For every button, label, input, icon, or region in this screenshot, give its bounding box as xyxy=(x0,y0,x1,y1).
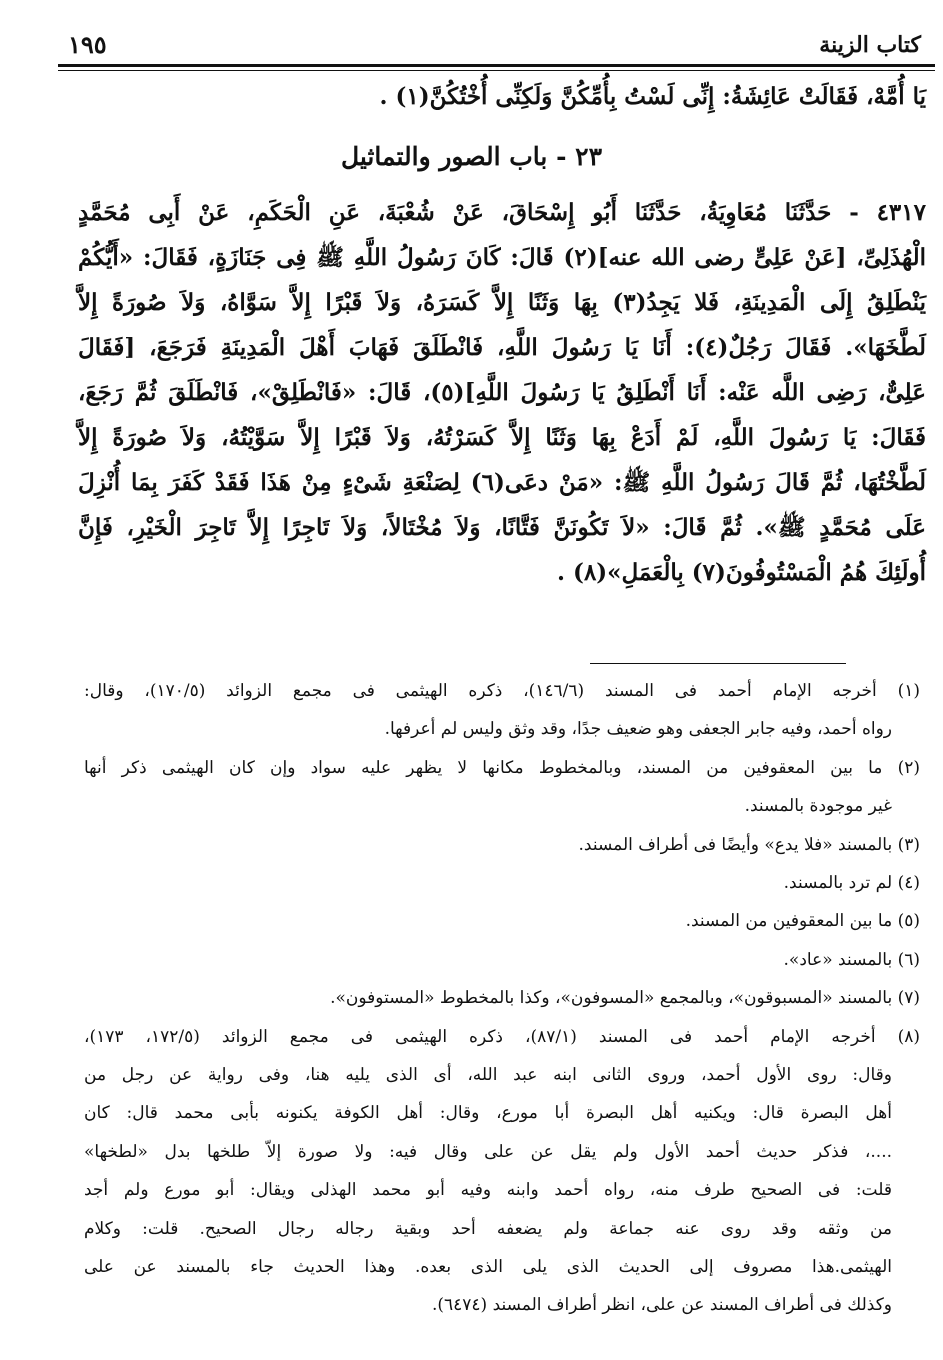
footnote-line: (٤) لم ترد بالمسند. xyxy=(783,873,920,893)
footnote-line: وقال: روى الأول أحمد، وروى الثانى ابنه عبد الله، أى الذى يليه هنا، وفى رواية عن رجل من xyxy=(84,1065,893,1085)
footnote-separator xyxy=(590,663,846,664)
chapter-heading: ٢٣ - باب الصور والتماثيل xyxy=(340,142,603,171)
footnote-line: (٣) بالمسند «فلا يدع» وأيضًا فى أطراف المسند. xyxy=(578,834,920,855)
hadith-line: عَلِىٌّ، رَضِى اللَّه عَنْه: أَنَا أَنْطَلِقُ يَا رَسُولَ اللَّهِ](٥)، قَالَ: «فَانْطَلِقْ»، فَانْطَلَقَ ثُمَّ رَجَعَ، xyxy=(78,379,926,406)
hadith-line: يَنْطَلِقُ إِلَى الْمَدِينَةِ، فَلا يَجِدُ(٣) بِهَا وَثَنًا إِلاَّ كَسَرَهُ، وَلاَ قَبْرًا إِلاَّ سَوَّاهُ، وَلاَ صُورَةً إِلاَّ xyxy=(78,289,926,316)
hadith-line: عَلَى مُحَمَّدٍ ﷺ». ثُمَّ قَالَ: «لاَ تَكُونَنَّ فَتَّانًا، وَلاَ مُخْتَالاً، وَلاَ تَاجِرًا إِلاَّ تَاجِرَ الْخَيْرِ، فَإِنَّ xyxy=(78,514,926,541)
footnote-line: (٢) ما بين المعقوفين من المسند، وبالمخطوط مكانها لا يظهر عليه سواد وإن كان الهيثمى ذكر أنها xyxy=(84,757,920,778)
footnote-line: (٦) بالمسند «عاد». xyxy=(783,949,920,970)
footnote-line: (٧) بالمسند «المسبوقون»، وبالمجمع «المسوفون»، وكذا بالمخطوط «المستوفون». xyxy=(330,988,920,1009)
footnote-line: الهيثمى.هذا مصروف إلى الحديث الذى يلى الذى بعده. وهذا الحديث جاء بالمسند عن على xyxy=(84,1257,892,1277)
footnote-line: أهل البصرة قال: ويكنيه أهل البصرة أبا مورع، وقال: أهل الكوفة يكنونه بأبى محمد قال: كان xyxy=(84,1103,892,1124)
hadith-line: لَطَّخْتُهَا، ثُمَّ قَالَ رَسُولُ اللَّهِ ﷺ: «مَنْ دعَى(٦) لِصَنْعَةِ شَىْءٍ مِنْ هَذَا فَقَدْ كَفَرَ بِمَا أُنْزِلَ xyxy=(78,469,926,496)
intro-line: يَا أُمَّهْ، فَقَالَتْ عَائِشَةُ: إِنِّى لَسْتُ بِأُمِّكُنَّ وَلَكِنِّى أُخْتُكُنَّ(١) . xyxy=(379,83,926,110)
hadith-line: فَقَالَ: يَا رَسُولَ اللَّهِ، لَمْ أَدَعْ بِهَا وَثَنًا إِلاَّ كَسَرْتُهُ، وَلاَ قَبْرًا إِلاَّ سَوَّيْتُهُ، وَلاَ صُورَةً إِلاَّ xyxy=(78,424,926,451)
footnote-line: ....، فذكر حديث أحمد الأول ولم يقل عن على وقال فيه: ولا صورة إلاّ طلخها بدل «لطخها» xyxy=(84,1141,892,1162)
footnote-line: (٨) أخرجه الإمام أحمد فى المسند (٨٧/١)، ذكره الهيثمى فى مجمع الزوائد (١٧٢/٥، ١٧٣)، xyxy=(84,1026,920,1047)
footnote-line: (١) أخرجه الإمام أحمد فى المسند (١٤٦/٦)، ذكره الهيثمى فى مجمع الزوائد (١٧٠/٥)، وقال: xyxy=(84,681,920,701)
header-rule-thick xyxy=(58,64,935,67)
header-rule-thin xyxy=(58,70,935,71)
footnote-line: وكذلك فى أطراف المسند عن على، انظر أطراف المسند (٦٤٧٤). xyxy=(431,1295,892,1316)
running-header-book-title: كتاب الزينة xyxy=(819,32,921,58)
footnote-line: من وثقه وقد روى عنه جماعة ولم يضعفه أحد وبقية رجاله رجال الصحيح. قلت: وكلام xyxy=(84,1218,892,1239)
hadith-line: لَطَّخَهَا». فَقَالَ رَجُلٌ(٤): أَنَا يَا رَسُولَ اللَّهِ، فَانْطَلَقَ فَهَابَ أَهْلَ الْمَدِينَةِ فَرَجَعَ، [فَقَالَ xyxy=(78,334,926,361)
footnote-line: (٥) ما بين المعقوفين من المسند. xyxy=(685,911,920,932)
footnote-line: قلت: فى الصحيح طرف منه، رواه أحمد وابنه وفيه أبو محمد الهذلى ويقال: أبو مورع ولم أجد xyxy=(84,1180,892,1201)
hadith-line: ٤٣١٧ - حَدَّثَنَا مُعَاوِيَةُ، حَدَّثَنَا أَبُو إِسْحَاقَ، عَنْ شُعْبَةَ، عَنِ الْحَكَمِ، عَنْ أَبِى مُحَمَّدٍ xyxy=(78,199,926,226)
hadith-line: الْهُذَلِىِّ، [عَنْ عَلِىٍّ رضى الله عنه](٢) قَالَ: كَانَ رَسُولُ اللَّهِ ﷺ فِى جَنَازَةٍ، فَقَالَ: «أَيُّكُمْ xyxy=(78,244,926,271)
footnote-line: غير موجودة بالمسند. xyxy=(744,796,892,817)
hadith-line: أُولَئِكَ هُمُ الْمَسْتُوفُونَ(٧) بِالْعَمَلِ»(٨) . xyxy=(557,559,926,586)
footnote-line: رواه أحمد، وفيه جابر الجعفى وهو ضعيف جدًا، وقد وثق وليس لم أعرفها. xyxy=(384,719,892,740)
page-number: ١٩٥ xyxy=(68,30,107,59)
